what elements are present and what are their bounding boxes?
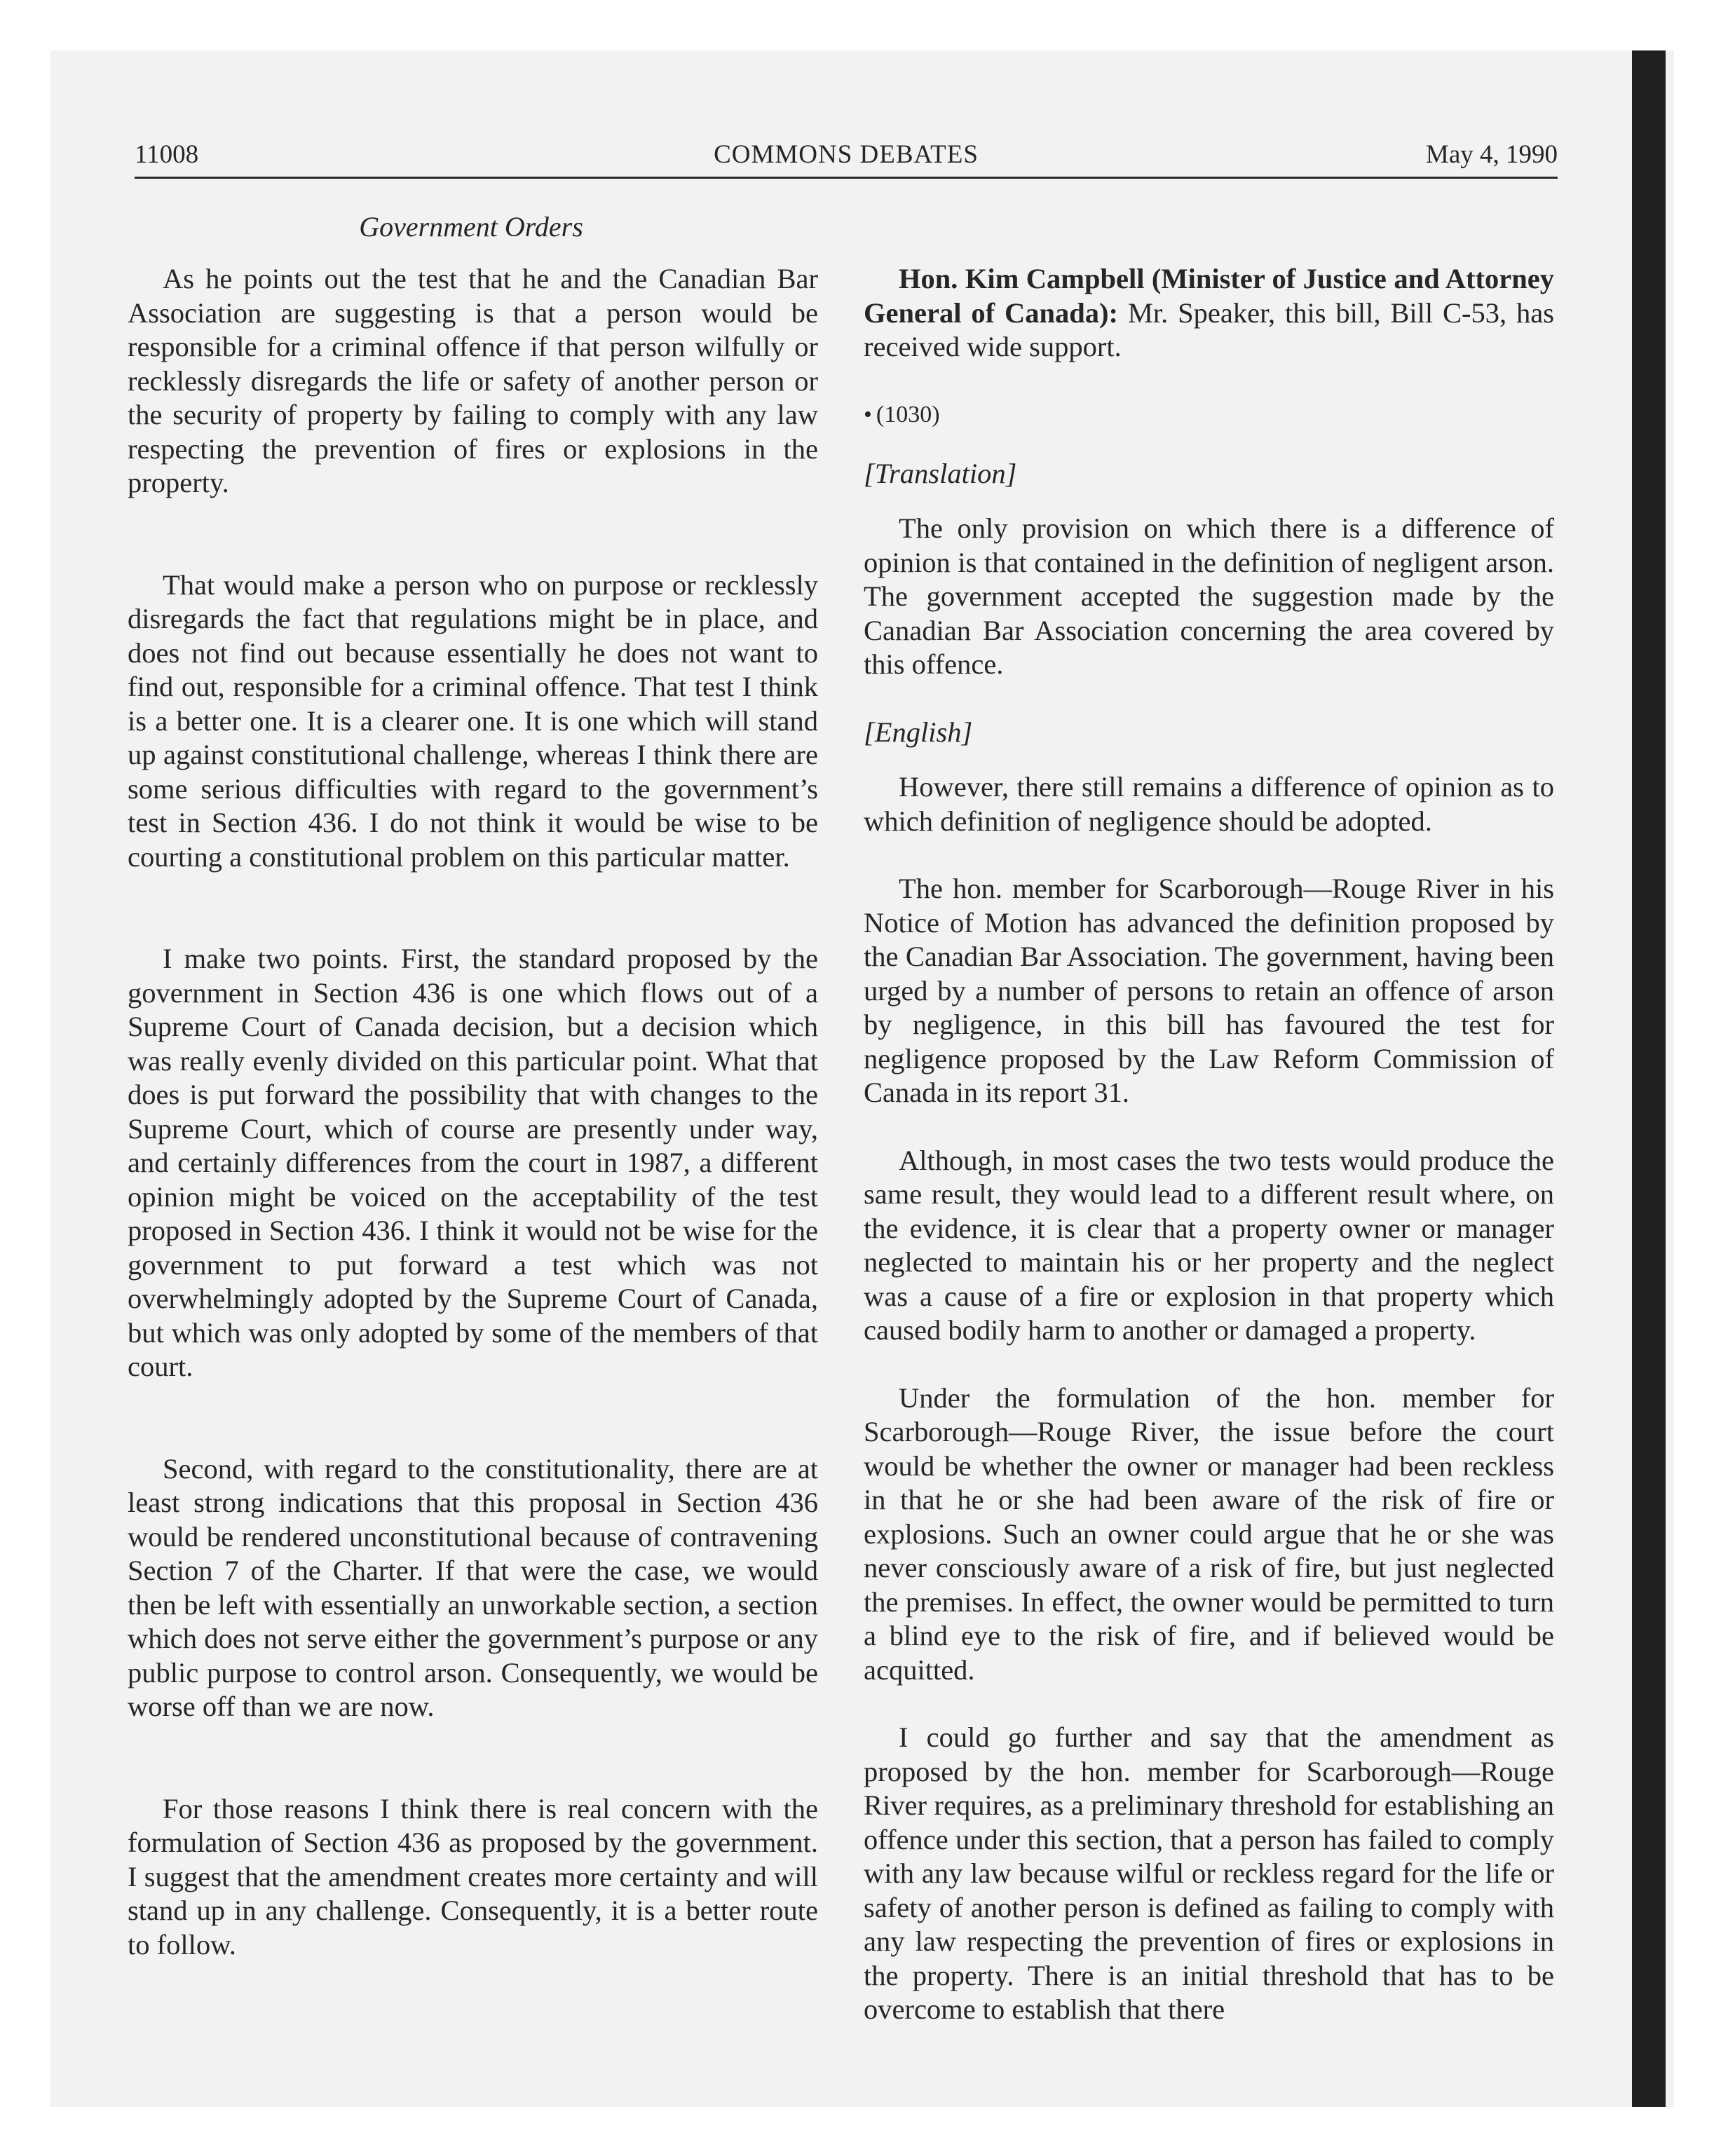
paragraph: However, there still remains a difference of opinion as to which definition of negligence should be adopted. [864, 771, 1554, 837]
page-header [135, 137, 1558, 177]
paragraph: The only provision on which there is a difference of opinion is that contained in the definition of negligent arson. The government accepted the suggestion made by the Canadian Bar Association concerning the area covered by this offence. [864, 512, 1554, 680]
scan-edge-bar [1632, 50, 1666, 2107]
paragraph: For those reasons I think there is real concern with the formulation of Section 436 as proposed by the government. I suggest that the amendment creates more certainty and will stand up in any challenge. Consequently, it is a better route to follow. [128, 1792, 818, 1960]
paragraph: Although, in most cases the two tests would produce the same result, they would lead to a different result where, on the evidence, it is clear that a property owner or manager neglected to maintain his or her property and the neglect was a cause of a fire or explosion in that property which caused bodily harm to another or damaged a property. [864, 1144, 1554, 1346]
left-column [128, 262, 818, 2030]
issue-date: May 4, 1990 [1425, 140, 1558, 169]
paragraph: I make two points. First, the standard proposed by the government in Section 436 is one which flows out of a Supreme Court of Canada decision, but a decision which was really evenly divided on this particular point. What that does is put forward the possibility that with changes to the Supreme Court, which of course are presently under way, and certainly differences from the court in 1987, a different opinion might be voiced on the acceptability of the test proposed in Section 436. I think it would not be wise for the government to put forward a test which was not overwhelmingly adopted by the Supreme Court of Canada, but which was only adopted by some of the members of that court. [128, 943, 818, 1382]
paragraph: As he points out the test that he and the Canadian Bar Association are suggesting is that a person would be responsible for a criminal offence if that person wilfully or recklessly disregards the life or safety of another person or the security of property by failing to comply with any law respecting the prevention of fires or explosions in the property. [128, 263, 818, 498]
bullet-icon: • [864, 401, 872, 428]
translation-tag: [Translation] [864, 457, 1017, 489]
speech-text: Mr. Speaker, this bill, Bill C-53, has received wide support. [864, 296, 1555, 362]
paragraph: That would make a person who on purpose or recklessly disregards the fact that regulations might be in place, and does not find out because essentially he does not want to find out, responsible for a criminal offence. That test I think is a better one. It is a clearer one. It is one which will stand up against constitutional challenge, whereas I think there are some serious difficulties with regard to the government’s test in Section 436. I do not think it would be wise to be courting a constitutional problem on this particular matter. [128, 568, 818, 873]
paragraph: The hon. member for Scarborough—Rouge River in his Notice of Motion has advanced the definition proposed by the Canadian Bar Association. The government, having been urged by a number of persons to retain an offence of arson by negligence, in this bill has favoured the test for negligence proposed by the Law Reform Commission of Canada in its report 31. [864, 873, 1554, 1108]
time-marker: • (1030) [864, 401, 940, 428]
paragraph: I could go further and say that the amendment as proposed by the hon. member for Scarborough—Rouge River requires, as a preliminary threshold for establishing an offence under this section, that a person has failed to comply with any law because wilful or reckless regard for the life or safety of another person is defined as failing to comply with any law respecting the prevention of fires or explosions in the property. There is an initial threshold that has to be overcome to establish that there [864, 1721, 1554, 2025]
speaker-name: Hon. Kim Campbell (Minister of Justice and Attorney General of Canada): [864, 263, 1554, 329]
header-rule [135, 177, 1558, 179]
section-title: Government Orders [359, 211, 583, 243]
speech-opening [864, 262, 1554, 364]
right-column [864, 262, 1554, 2061]
journal-title: COMMONS DEBATES [714, 140, 979, 169]
paragraph: Second, with regard to the constitutionality, there are at least strong indications that this proposal in Section 436 would be rendered unconstitutional because of contravening Section 7 of the Charter. If that were the case, we would then be left with essentially an unworkable section, a section which does not serve either the government’s purpose or any public purpose to control arson. Consequently, we would be worse off than we are now. [128, 1452, 818, 1722]
english-tag: [English] [864, 716, 973, 748]
paragraph: Under the formulation of the hon. member for Scarborough—Rouge River, the issue before the court would be whether the owner or manager had been reckless in that he or she had been aware of the risk of fire or explosions. Such an owner could argue that he or she was never consciously aware of a risk of fire, but just neglected the premises. In effect, the owner would be permitted to turn a blind eye to the risk of fire, and if believed would be acquitted. [864, 1381, 1554, 1686]
page-number: 11008 [135, 140, 199, 169]
